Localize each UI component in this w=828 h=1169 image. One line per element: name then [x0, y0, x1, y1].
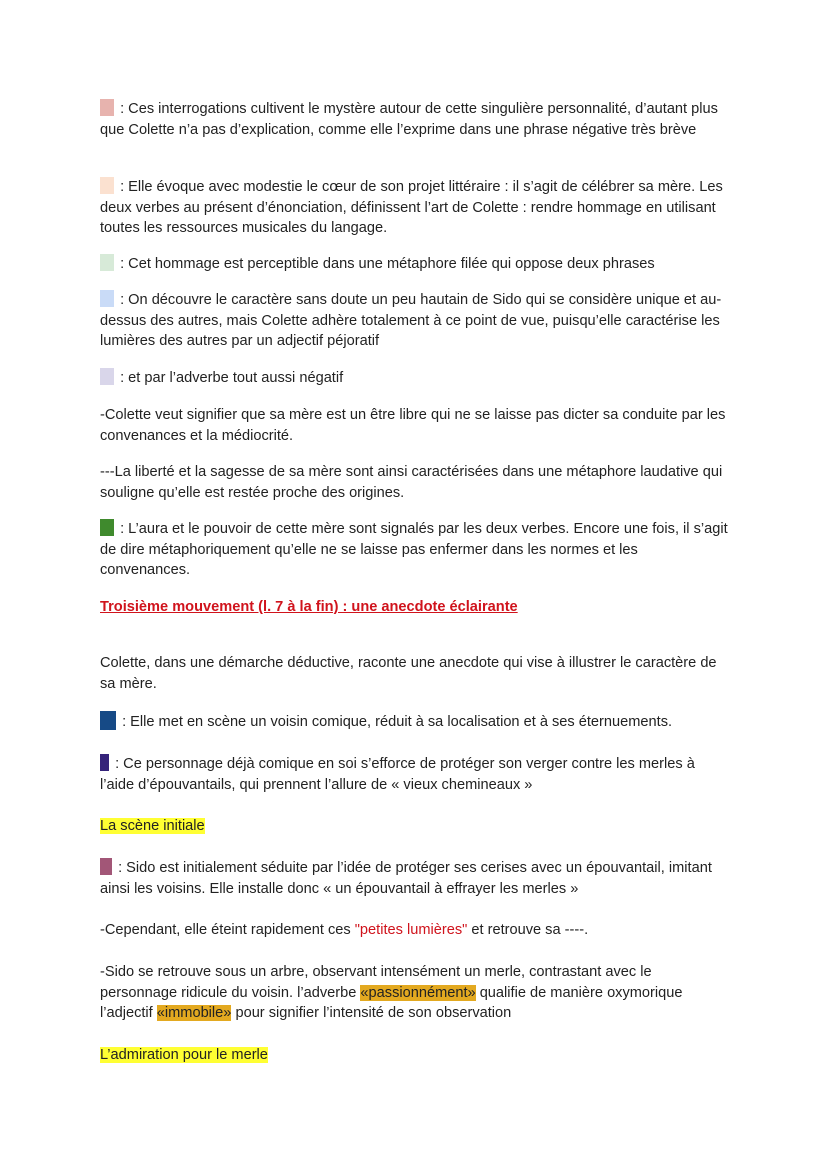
paragraph-6: -Colette veut signifier que sa mère est un être libre qui ne se laisse pas dicter sa conduite par les convenances et la médiocrité.: [100, 407, 726, 444]
paragraph-12: : Sido est initialement séduite par l’idée de protéger ses cerises avec un épouvantail, imitant ainsi les voisins. Elle installe donc « un épouvantail à effrayer les merles »: [100, 860, 712, 897]
color-swatch: [100, 99, 114, 116]
color-swatch: [100, 177, 114, 194]
color-swatch: [100, 858, 112, 875]
subheading-1: La scène initiale: [100, 818, 205, 834]
paragraph-5: : et par l’adverbe tout aussi négatif: [100, 368, 730, 389]
paragraph-9: Colette, dans une démarche déductive, raconte une anecdote qui vise à illustrer le caractère de sa mère.: [100, 655, 717, 692]
color-swatch: [100, 519, 114, 536]
paragraph-3: : Cet hommage est perceptible dans une métaphore filée qui oppose deux phrases: [100, 254, 730, 275]
paragraph-14: -Sido se retrouve sous un arbre, observant intensément un merle, contrastant avec le personnage ridicule du voisin. l’adverbe «passionnément» qualifie de manière oxymorique l’adjectif «immobile» pour signifier l’intensité de son observation: [100, 964, 683, 1021]
color-swatch: [100, 290, 114, 307]
paragraph-13: -Cependant, elle éteint rapidement ces "petites lumières" et retrouve sa ----.: [100, 922, 589, 938]
color-swatch: [100, 754, 109, 771]
color-swatch: [100, 254, 114, 271]
paragraph-1: : Ces interrogations cultivent le mystère autour de cette singulière personnalité, d’autant plus que Colette n’a pas d’explication, comme elle l’exprime dans une phrase négative très brève: [100, 101, 718, 138]
subheading-2: L’admiration pour le merle: [100, 1047, 268, 1063]
paragraph-10: : Elle met en scène un voisin comique, réduit à sa localisation et à ses éternuements.: [100, 711, 730, 733]
paragraph-2: : Elle évoque avec modestie le cœur de son projet littéraire : il s’agit de célébrer sa mère. Les deux verbes au présent d’énonciation, définissent l’art de Colette : rendre hommage en utilisant toutes les ressources musicales du langage.: [100, 179, 723, 236]
paragraph-11: : Ce personnage déjà comique en soi s’efforce de protéger son verger contre les merles à l’aide d’épouvantails, qui prennent l’allure de « vieux chemineaux »: [100, 756, 695, 793]
color-swatch: [100, 368, 114, 385]
paragraph-8: : L’aura et le pouvoir de cette mère sont signalés par les deux verbes. Encore une fois, il s’agit de dire métaphoriquement qu’elle ne se laisse pas enfermer dans les normes et les convenances.: [100, 521, 728, 578]
paragraph-7: ---La liberté et la sagesse de sa mère sont ainsi caractérisées dans une métaphore laudative qui souligne qu’elle est restée proche des origines.: [100, 464, 723, 501]
section-heading: Troisième mouvement (l. 7 à la fin) : une anecdote éclairante: [100, 599, 518, 615]
paragraph-4: : On découvre le caractère sans doute un peu hautain de Sido qui se considère unique et au- dessus des autres, mais Colette adhère totalement à ce point de vue, puisqu’elle caractérise les lumières des autres par un adjectif péjoratif: [100, 292, 722, 349]
color-swatch: [100, 711, 116, 730]
